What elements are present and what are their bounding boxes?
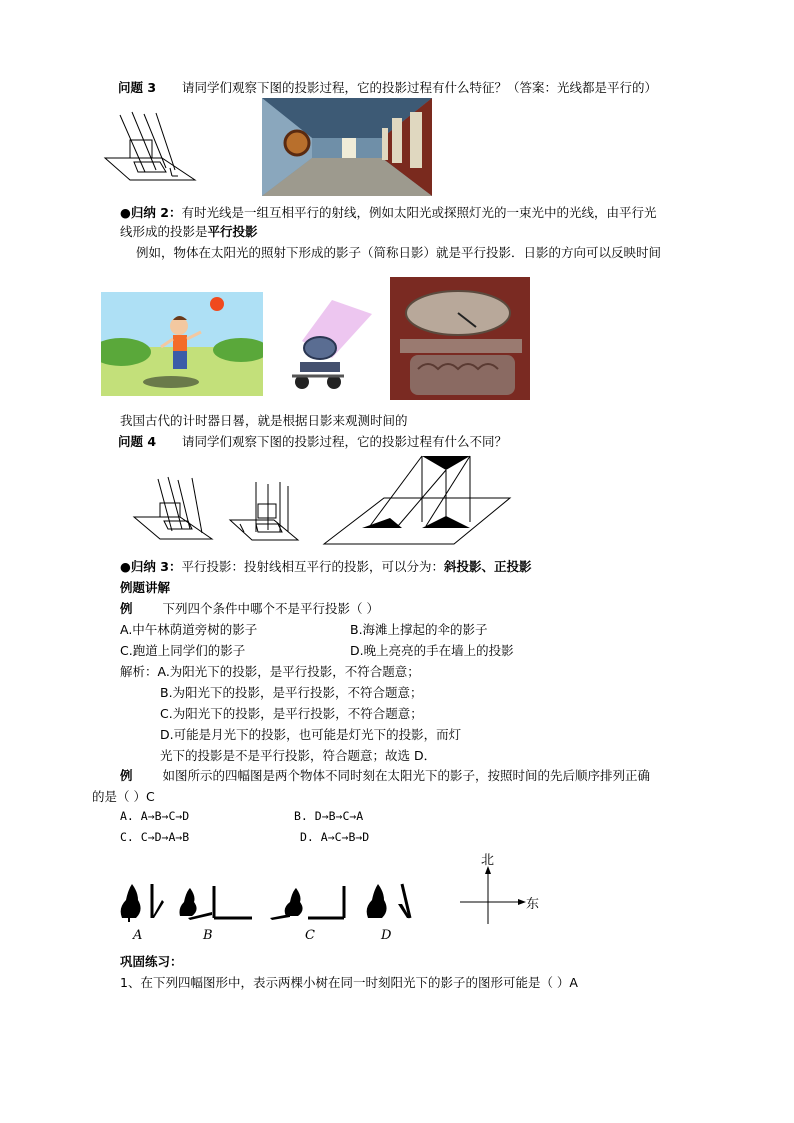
- sum3-line: [120, 557, 532, 575]
- shadow-figure-d: [362, 880, 418, 922]
- triangle-projection-figure: [322, 452, 512, 548]
- ex2-question-line2: 的是（ ）C: [92, 789, 155, 804]
- practice-q1: 1、在下列四幅图形中，表示两棵小树在同一时刻阳光下的影子的图形可能是（ ）A: [120, 975, 578, 990]
- boy-shadow-illustration: [101, 292, 263, 396]
- ex2-label: 例: [120, 768, 133, 783]
- ex2-question1: 如图所示的四幅图是两个物体不同时刻在太阳光下的影子，按照时间的先后顺序排列正确: [162, 768, 650, 783]
- sum2-bullet: ●归纳 2：: [120, 205, 182, 220]
- fig-label-c: C: [305, 928, 315, 943]
- sundial-text: 我国古代的计时器日晷，就是根据日影来观测时间的: [120, 413, 408, 428]
- sum2-line1: [120, 203, 656, 221]
- sum2-text3: 例如，物体在太阳光的照射下形成的影子（简称日影）就是平行投影．日影的方向可以反映时间: [136, 245, 662, 260]
- ex1-analysis-2: C.为阳光下的投影，是平行投影，不符合题意；: [160, 706, 423, 721]
- ex1-option-d: D.晚上亮亮的手在墙上的投影: [350, 643, 514, 658]
- ex1-analysis-4: 光下的投影是不是平行投影，符合题意；故选 D．: [160, 748, 437, 763]
- ex1-option-b: B.海滩上撑起的伞的影子: [350, 622, 488, 637]
- sum2-text1: 有时光线是一组互相平行的射线，例如太阳光或探照灯光的一束光中的光线，由平行光: [181, 205, 657, 220]
- searchlight-illustration: [272, 296, 372, 396]
- shadow-figure-c: [268, 882, 350, 922]
- ex1-option-c: C.跑道上同学们的影子: [120, 643, 246, 658]
- ex1-label: 例: [120, 601, 133, 616]
- ex1-analysis-3: D.可能是月光下的投影，也可能是灯光下的投影，而灯: [160, 727, 462, 742]
- north-label: 北: [481, 853, 495, 868]
- ex1-analysis-0: 解析：A.为阳光下的投影，是平行投影，不符合题意；: [120, 664, 420, 679]
- q4-label: 问题 4: [118, 434, 157, 449]
- ex2-option-c: C. C→D→A→B: [120, 830, 190, 844]
- sum2-line3: [136, 243, 661, 261]
- shadow-figure-a: [116, 880, 168, 922]
- ex1-analysis-1: B.为阳光下的投影，是平行投影，不符合题意；: [160, 685, 423, 700]
- q3-text: 请同学们观察下图的投影过程，它的投影过程有什么特征？（答案：光线都是平行的）: [182, 80, 658, 95]
- east-label: 东: [526, 897, 540, 912]
- sum2-bold: 平行投影: [207, 224, 258, 239]
- ex1-option-a: A.中午林荫道旁树的影子: [120, 622, 258, 637]
- shadow-figure-b: [176, 882, 256, 922]
- orthographic-projection-figure: [228, 480, 320, 544]
- ex2-option-d: D. A→C→B→D: [300, 830, 370, 844]
- sundial-photo: [390, 277, 530, 400]
- ex2-question-line1: [120, 766, 650, 784]
- example-heading: 例题讲解: [120, 580, 171, 595]
- q4-text: 请同学们观察下图的投影过程，它的投影过程有什么不同？: [182, 434, 508, 449]
- compass-axes: [458, 866, 528, 926]
- ex1-question-line: [120, 599, 379, 617]
- practice-heading: 巩固练习：: [120, 954, 183, 969]
- sum3-bold: 斜投影、正投影: [443, 559, 532, 574]
- sum2-text2a: 线形成的投影是: [120, 224, 208, 239]
- parallel-projection-figure: [100, 110, 220, 190]
- corridor-photo: [262, 98, 432, 196]
- q4-line: [118, 432, 507, 450]
- sum2-line2: [120, 222, 258, 240]
- sum3-text: 平行投影：投射线相互平行的投影，可以分为：: [181, 559, 444, 574]
- oblique-projection-figure: [130, 475, 230, 543]
- ex1-question: 下列四个条件中哪个不是平行投影（ ）: [162, 601, 379, 616]
- fig-label-b: B: [203, 928, 213, 943]
- fig-label-d: D: [381, 928, 392, 943]
- ex2-option-b: B. D→B→C→A: [294, 809, 364, 823]
- q3-label: 问题 3: [118, 80, 157, 95]
- fig-label-a: A: [133, 928, 143, 943]
- sum3-bullet: ●归纳 3：: [120, 559, 182, 574]
- ex2-option-a: A. A→B→C→D: [120, 809, 190, 823]
- q3-line: [118, 78, 657, 96]
